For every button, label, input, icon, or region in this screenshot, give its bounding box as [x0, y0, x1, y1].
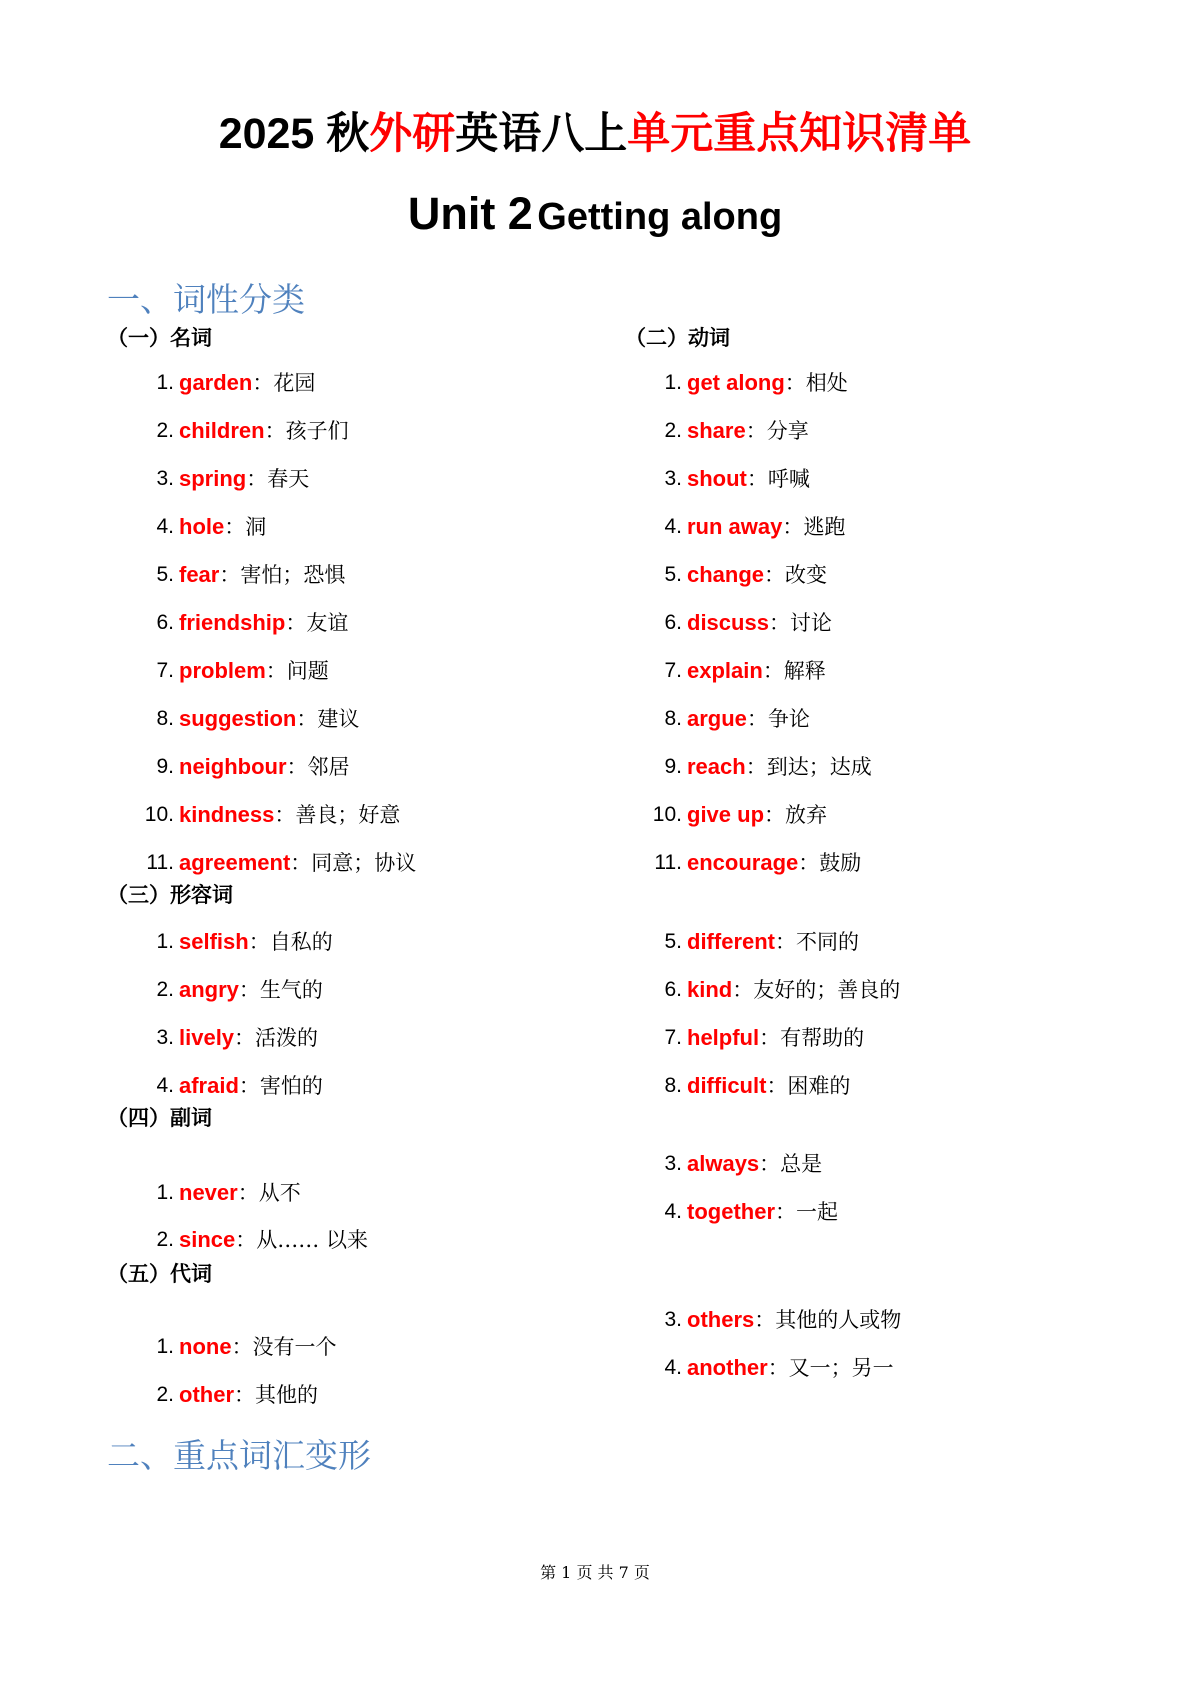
vocab-meaning: ：害怕；恐惧 — [219, 563, 346, 587]
vocab-meaning: ：解释 — [762, 659, 826, 683]
vocab-term: always — [687, 1151, 760, 1176]
vocab-term: friendship — [179, 610, 286, 635]
vocab-term: selfish — [179, 929, 249, 954]
right-item-number: 6. — [664, 978, 682, 1001]
vocab-term: reach — [687, 754, 746, 779]
right-vocab-entry — [687, 752, 872, 783]
vocab-meaning: ：逃跑 — [782, 515, 846, 539]
vocab-term: neighbour — [179, 754, 287, 779]
left-item-number: 1. — [156, 1181, 174, 1204]
vocab-term: others — [687, 1307, 755, 1332]
vocab-meaning: ：从…… 以来 — [235, 1228, 368, 1252]
right-vocab-entry — [687, 1071, 850, 1102]
vocab-meaning: ：放弃 — [764, 803, 828, 827]
right-vocab-entry — [687, 416, 809, 447]
right-vocab-entry — [687, 1023, 864, 1054]
vocab-meaning: ：又一；另一 — [767, 1356, 894, 1380]
unit-subtitle — [0, 186, 1190, 253]
vocab-term: another — [687, 1355, 768, 1380]
left-item-number: 7. — [156, 659, 174, 682]
vocab-meaning: ：友谊 — [285, 611, 349, 635]
title-segment: 单元重点知识清单 — [627, 110, 972, 158]
left-vocab-entry — [179, 1023, 318, 1054]
right-item-number: 5. — [664, 563, 682, 586]
vocab-term: problem — [179, 658, 266, 683]
vocab-meaning: ：自私的 — [248, 930, 333, 954]
group-label: （四）副词 — [107, 1106, 212, 1130]
section-heading-word-forms: 二、重点词汇变形 — [107, 1436, 371, 1475]
left-item-number: 2. — [156, 978, 174, 1001]
vocab-term: explain — [687, 658, 763, 683]
vocab-term: garden — [179, 370, 253, 395]
vocab-meaning: ：孩子们 — [264, 419, 349, 443]
page-footer: 第 1 页 共 7 页 — [540, 1563, 650, 1582]
vocab-term: agreement — [179, 850, 291, 875]
vocab-term: change — [687, 562, 765, 587]
left-item-number: 5. — [156, 563, 174, 586]
vocab-term: lively — [179, 1025, 235, 1050]
left-vocab-entry — [179, 927, 333, 958]
vocab-meaning: ：到达；达成 — [745, 755, 872, 779]
right-item-number: 11. — [654, 851, 682, 874]
vocab-meaning: ：改变 — [764, 563, 828, 587]
vocab-meaning: ：争论 — [746, 707, 810, 731]
right-item-number: 7. — [664, 659, 682, 682]
vocab-term: fear — [179, 562, 220, 587]
vocab-meaning: ：同意；协议 — [290, 851, 417, 875]
document-title — [0, 106, 1190, 162]
vocab-meaning: ：从不 — [237, 1181, 301, 1205]
vocab-term: different — [687, 929, 775, 954]
section-heading-parts-of-speech: 一、词性分类 — [107, 280, 305, 319]
unit-name: Getting along — [537, 196, 783, 238]
vocab-meaning: ：困难的 — [766, 1074, 851, 1098]
right-vocab-entry — [687, 704, 810, 735]
vocab-term: run away — [687, 514, 783, 539]
vocab-meaning: ：其他的 — [234, 1383, 318, 1407]
left-vocab-entry — [179, 560, 345, 591]
left-vocab-entry — [179, 800, 400, 831]
right-item-number: 6. — [664, 611, 682, 634]
left-item-number: 1. — [156, 371, 174, 394]
vocab-term: together — [687, 1199, 775, 1224]
right-vocab-entry — [687, 608, 832, 639]
vocab-meaning: ：没有一个 — [231, 1335, 337, 1359]
title-segment: 英语八上 — [455, 110, 628, 158]
vocab-term: none — [179, 1334, 232, 1359]
vocab-term: helpful — [687, 1025, 760, 1050]
group-label: （五）代词 — [107, 1262, 212, 1286]
vocab-meaning: ：分享 — [745, 419, 809, 443]
left-vocab-entry — [179, 752, 350, 783]
right-item-number: 2. — [664, 419, 682, 442]
right-item-number: 5. — [664, 930, 682, 953]
right-vocab-entry — [687, 368, 848, 399]
left-item-number: 2. — [156, 1228, 174, 1251]
vocab-meaning: ：活泼的 — [234, 1026, 319, 1050]
vocab-meaning: ：有帮助的 — [759, 1026, 865, 1050]
right-item-number: 7. — [664, 1026, 682, 1049]
left-item-number: 4. — [156, 1074, 174, 1097]
vocab-term: children — [179, 418, 265, 443]
vocab-term: give up — [687, 802, 765, 827]
right-item-number: 3. — [664, 1152, 682, 1175]
right-item-number: 3. — [664, 467, 682, 490]
right-vocab-entry — [687, 512, 845, 543]
vocab-term: share — [687, 418, 746, 443]
vocab-meaning: ：呼喊 — [746, 467, 810, 491]
right-vocab-entry — [687, 927, 859, 958]
vocab-term: suggestion — [179, 706, 297, 731]
right-vocab-entry — [687, 1197, 838, 1228]
left-item-number: 2. — [156, 419, 174, 442]
right-vocab-entry — [687, 848, 861, 879]
left-vocab-entry — [179, 464, 309, 495]
vocab-meaning: ：花园 — [252, 371, 316, 395]
vocab-term: since — [179, 1227, 236, 1252]
right-vocab-entry — [687, 800, 827, 831]
group-label: （一）名词 — [107, 326, 212, 350]
right-item-number: 8. — [664, 1074, 682, 1097]
left-vocab-entry — [179, 608, 348, 639]
right-vocab-entry — [687, 1353, 894, 1384]
left-item-number: 4. — [156, 515, 174, 538]
right-item-number: 9. — [664, 755, 682, 778]
left-item-number: 9. — [156, 755, 174, 778]
left-vocab-entry — [179, 975, 323, 1006]
vocab-meaning: ：邻居 — [286, 755, 350, 779]
vocab-term: kind — [687, 977, 733, 1002]
left-item-number: 3. — [156, 1026, 174, 1049]
vocab-meaning: ：问题 — [265, 659, 329, 683]
right-item-number: 4. — [664, 1356, 682, 1379]
left-item-number: 1. — [156, 930, 174, 953]
left-item-number: 6. — [156, 611, 174, 634]
left-vocab-entry — [179, 512, 266, 543]
right-item-number: 1. — [664, 371, 682, 394]
vocab-term: argue — [687, 706, 747, 731]
right-vocab-entry — [687, 1149, 822, 1180]
vocab-term: kindness — [179, 802, 275, 827]
vocab-meaning: ：害怕的 — [238, 1074, 323, 1098]
vocab-meaning: ：其他的人或物 — [754, 1308, 902, 1332]
left-vocab-entry — [179, 1225, 368, 1256]
vocab-term: spring — [179, 466, 247, 491]
left-vocab-entry — [179, 704, 359, 735]
group-label: （三）形容词 — [107, 883, 233, 907]
left-vocab-entry — [179, 1178, 301, 1209]
vocab-meaning: ：讨论 — [768, 611, 832, 635]
left-item-number: 3. — [156, 467, 174, 490]
title-segment: 外研 — [369, 110, 456, 158]
left-vocab-entry — [179, 1071, 323, 1102]
right-vocab-entry — [687, 560, 827, 591]
vocab-term: other — [179, 1382, 234, 1407]
right-vocab-entry — [687, 975, 900, 1006]
right-item-number: 4. — [664, 1200, 682, 1223]
left-vocab-entry — [179, 416, 349, 447]
vocab-term: angry — [179, 977, 239, 1002]
right-item-number: 4. — [664, 515, 682, 538]
vocab-term: shout — [687, 466, 747, 491]
right-vocab-entry — [687, 656, 826, 687]
vocab-term: difficult — [687, 1073, 767, 1098]
vocab-meaning: ：不同的 — [775, 930, 859, 954]
title-segment: 2025 秋 — [218, 110, 370, 158]
left-vocab-entry — [179, 656, 329, 687]
vocab-meaning: ：善良；好意 — [274, 803, 401, 827]
left-item-number: 1. — [156, 1335, 174, 1358]
right-item-number: 8. — [664, 707, 682, 730]
group-label-right: （二）动词 — [625, 326, 730, 350]
vocab-meaning: ：生气的 — [238, 978, 323, 1002]
right-item-number: 10. — [652, 803, 682, 826]
right-item-number: 3. — [664, 1308, 682, 1331]
vocab-term: never — [179, 1180, 238, 1205]
vocab-meaning: ：总是 — [759, 1152, 823, 1176]
left-vocab-entry — [179, 1380, 318, 1411]
left-item-number: 2. — [156, 1383, 174, 1406]
left-vocab-entry — [179, 1332, 337, 1363]
vocab-term: encourage — [687, 850, 799, 875]
left-vocab-entry — [179, 368, 315, 399]
vocab-meaning: ：春天 — [246, 467, 310, 491]
vocab-term: discuss — [687, 610, 769, 635]
vocab-meaning: ：友好的；善良的 — [732, 978, 901, 1002]
vocab-meaning: ：一起 — [775, 1200, 838, 1224]
vocab-meaning: ：建议 — [296, 707, 360, 731]
left-item-number: 8. — [156, 707, 174, 730]
vocab-term: hole — [179, 514, 225, 539]
vocab-term: afraid — [179, 1073, 239, 1098]
vocab-term: get along — [687, 370, 785, 395]
left-item-number: 11. — [146, 851, 174, 874]
unit-number: Unit 2 — [407, 188, 533, 239]
left-item-number: 10. — [144, 803, 174, 826]
vocab-meaning: ：洞 — [224, 515, 267, 539]
left-vocab-entry — [179, 848, 416, 879]
vocab-meaning: ：鼓励 — [798, 851, 862, 875]
vocab-meaning: ：相处 — [784, 371, 848, 395]
right-vocab-entry — [687, 1305, 901, 1336]
right-vocab-entry — [687, 464, 810, 495]
